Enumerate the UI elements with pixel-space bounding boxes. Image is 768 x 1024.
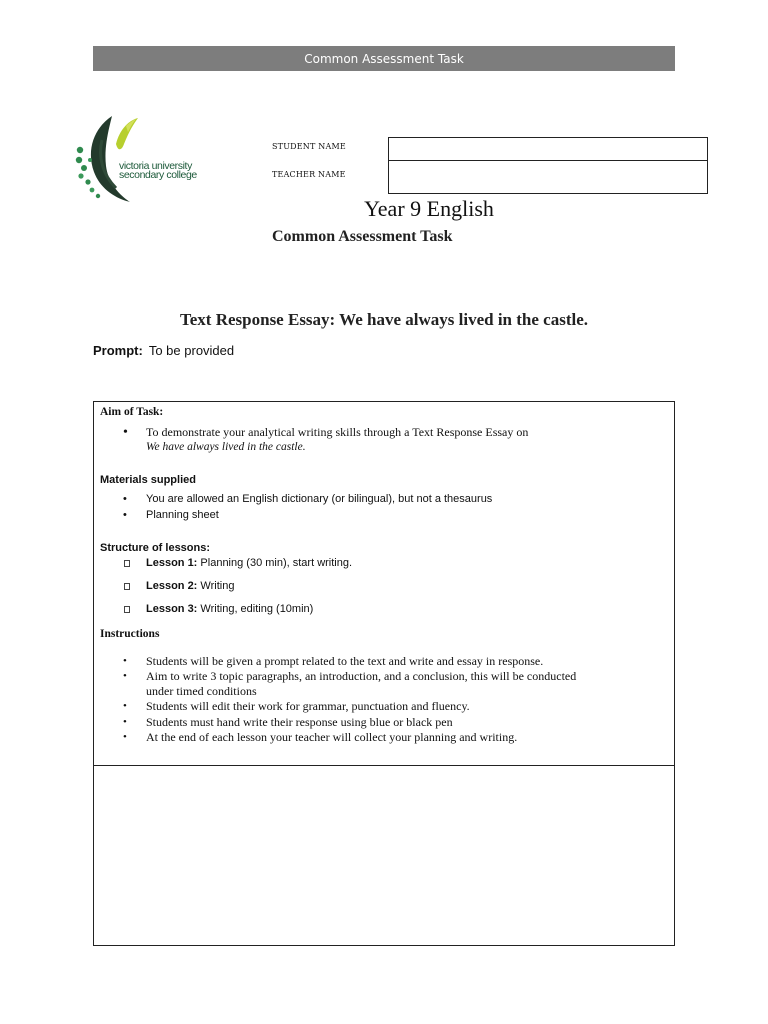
bullet-icon: • — [123, 509, 127, 521]
student-name-field[interactable] — [388, 137, 708, 161]
lesson-text: Writing, editing (10min) — [200, 603, 314, 615]
page-title: Year 9 English — [364, 196, 494, 221]
student-name-label: STUDENT NAME — [272, 142, 346, 151]
logo-line2: secondary college — [119, 169, 197, 181]
checkbox-icon — [124, 583, 130, 590]
lesson-item — [146, 580, 234, 592]
aim-heading: Aim of Task: — [100, 406, 164, 418]
lesson-item — [146, 557, 352, 569]
aim-line2: We have always lived in the castle. — [146, 441, 306, 453]
task-box — [93, 401, 675, 946]
instructions-heading: Instructions — [100, 628, 160, 640]
header-bar — [93, 46, 675, 71]
lesson-label: Lesson 3: — [146, 603, 198, 615]
instruction-item: Students must hand write their response using blue or black pen — [146, 715, 453, 729]
instruction-item: Students will edit their work for grammar, punctuation and fluency. — [146, 699, 470, 713]
material-item: Planning sheet — [146, 509, 219, 521]
materials-heading: Materials supplied — [100, 474, 196, 486]
checkbox-icon — [124, 560, 130, 567]
checkbox-icon — [124, 606, 130, 613]
lesson-item — [146, 603, 313, 615]
bullet-icon: • — [123, 670, 127, 682]
material-item: You are allowed an English dictionary (or bilingual), but not a thesaurus — [146, 493, 493, 505]
prompt — [93, 343, 234, 358]
bullet-icon: • — [123, 425, 128, 440]
task-divider — [94, 765, 674, 766]
lesson-text: Planning (30 min), start writing. — [200, 557, 353, 569]
bullet-icon: • — [123, 700, 127, 712]
teacher-name-field[interactable] — [388, 160, 708, 194]
page-subtitle: Common Assessment Task — [272, 228, 453, 245]
prompt-label: Prompt: — [93, 343, 143, 358]
bullet-icon: • — [123, 731, 127, 743]
lesson-label: Lesson 1: — [146, 557, 198, 569]
structure-heading: Structure of lessons: — [100, 542, 211, 554]
lesson-label: Lesson 2: — [146, 580, 198, 592]
essay-title: Text Response Essay: We have always lived in the castle. — [179, 310, 589, 329]
bullet-icon: • — [123, 716, 127, 728]
lesson-text: Writing — [200, 580, 235, 592]
bullet-icon: • — [123, 493, 127, 505]
instruction-item: under timed conditions — [146, 684, 257, 698]
logo-line1: victoria university — [119, 160, 192, 172]
prompt-value: To be provided — [148, 343, 235, 358]
instruction-item: At the end of each lesson your teacher will collect your planning and writing. — [146, 730, 518, 744]
aim-line1: To demonstrate your analytical writing skills through a Text Response Essay on — [146, 425, 529, 439]
instruction-item: Students will be given a prompt related to the text and write and essay in response. — [146, 654, 544, 668]
logo-text — [119, 162, 197, 180]
instruction-item: Aim to write 3 topic paragraphs, an introduction, and a conclusion, this will be conducted — [146, 669, 577, 683]
bullet-icon: • — [123, 655, 127, 667]
school-logo-icon — [72, 110, 212, 206]
teacher-name-label: TEACHER NAME — [272, 170, 346, 179]
header-title: Common Assessment Task — [304, 51, 464, 66]
